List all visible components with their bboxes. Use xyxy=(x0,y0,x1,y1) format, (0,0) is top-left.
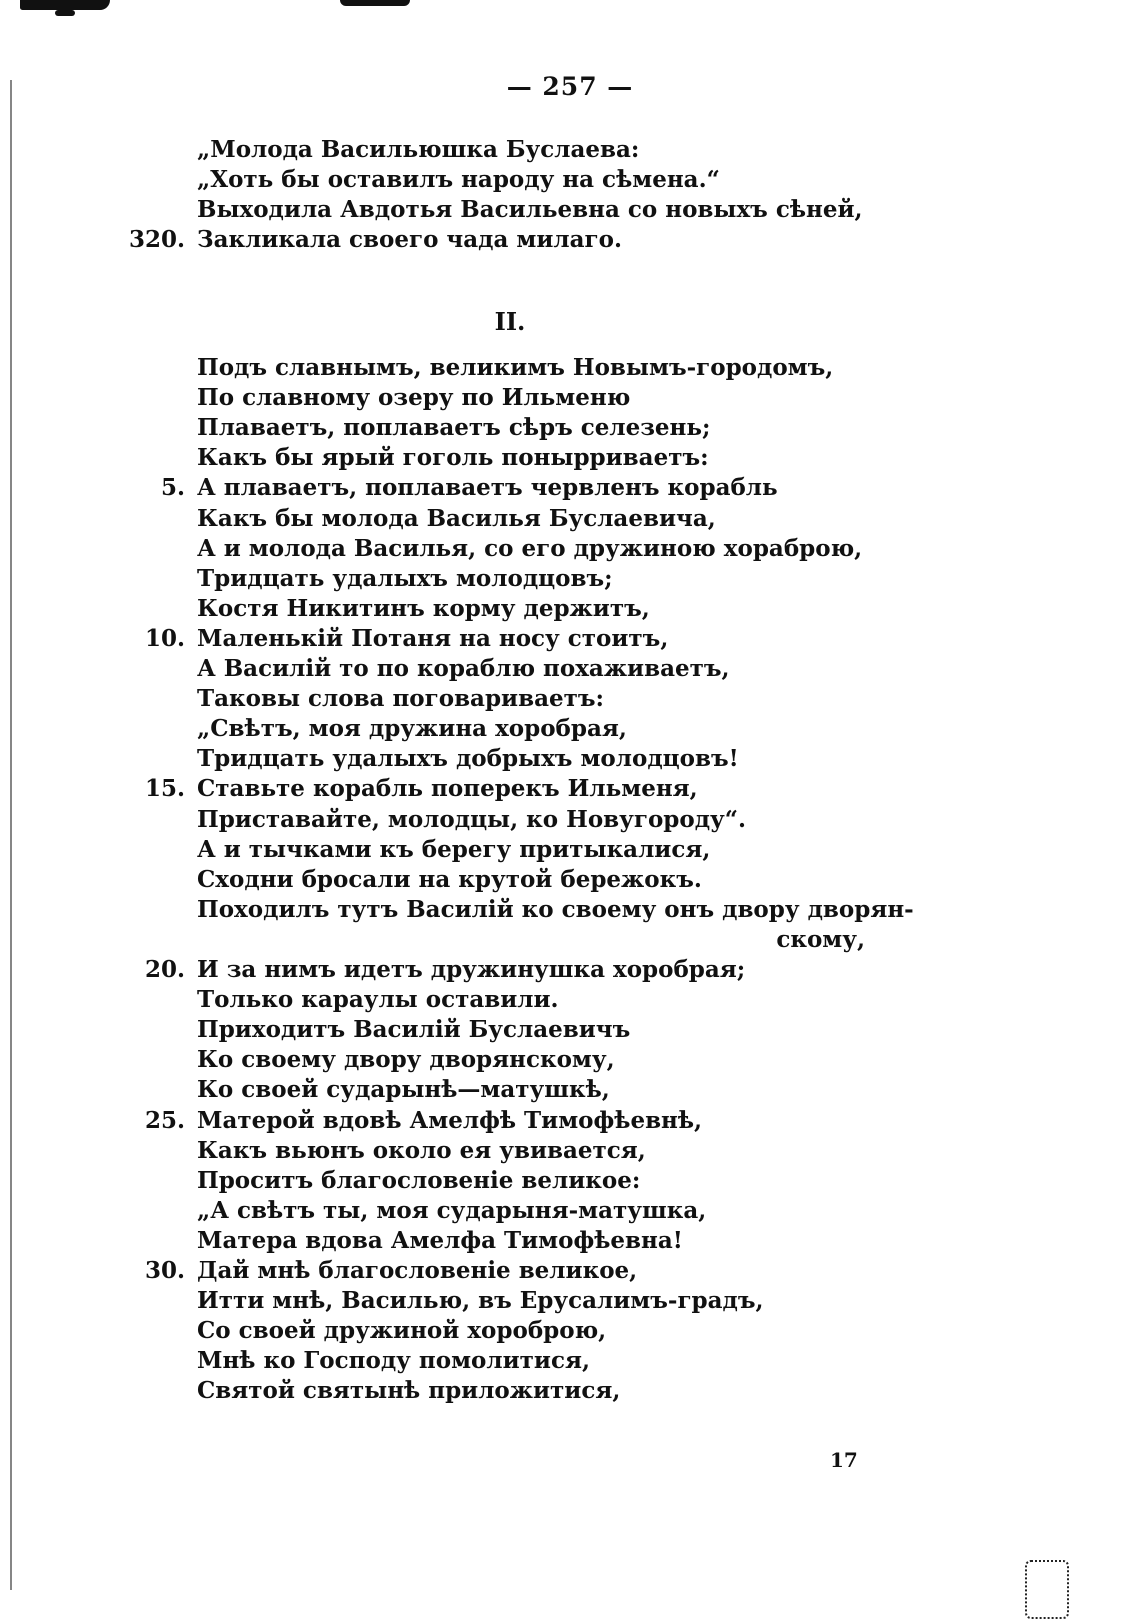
verse-line xyxy=(0,713,1140,744)
verse-line xyxy=(0,503,1140,534)
verse-line xyxy=(0,1044,1140,1075)
verse-text: Матерой вдовѣ Амелфѣ Тимофѣевнѣ, xyxy=(197,1106,703,1134)
verse-line xyxy=(0,1074,1140,1105)
verse-text: Походилъ тутъ Василій ко своему онъ двору дворян- xyxy=(197,895,914,923)
signature-mark: 17 xyxy=(830,1448,858,1472)
verse-text: „Хоть бы оставилъ народу на сѣмена.“ xyxy=(197,166,720,194)
verse-line xyxy=(0,1375,1140,1406)
verse-line xyxy=(0,412,1140,443)
verse-text: Выходила Авдотья Васильевна со новыхъ сѣней, xyxy=(197,196,863,224)
verse-line xyxy=(0,1165,1140,1196)
verse-line xyxy=(0,924,1140,955)
verse-text: скому, xyxy=(776,925,865,953)
line-number: 25. xyxy=(144,1106,185,1134)
verse-line xyxy=(0,194,1140,225)
verse-line xyxy=(0,984,1140,1015)
verse-text: Только караулы оставили. xyxy=(197,986,559,1014)
verse-line xyxy=(0,864,1140,895)
verse-text: Ко своему двору дворянскому, xyxy=(197,1046,615,1074)
verse-line xyxy=(0,623,1140,654)
verse-line xyxy=(0,773,1140,804)
line-number: 10. xyxy=(144,624,185,652)
verse-text: Со своей дружиной хороброю, xyxy=(197,1317,607,1345)
verse-line xyxy=(0,894,1140,925)
verse-line xyxy=(0,224,1140,255)
verse-text: Тридцать удалыхъ молодцовъ; xyxy=(197,564,613,592)
verse-text: Какъ вьюнъ около ея увивается, xyxy=(197,1136,646,1164)
verse-line xyxy=(0,1225,1140,1256)
verse-text: „Свѣтъ, моя дружина хоробрая, xyxy=(197,715,627,743)
verse-line xyxy=(0,1345,1140,1376)
verse-text: Плаваетъ, поплаваетъ сѣръ селезень; xyxy=(197,414,711,442)
verse-line xyxy=(0,593,1140,624)
verse-text: Проситъ благословеніе великое: xyxy=(197,1166,641,1194)
line-number: 20. xyxy=(144,956,185,983)
verse-line xyxy=(0,1105,1140,1136)
verse-line xyxy=(0,804,1140,835)
verse-text: Закликала своего чада милаго. xyxy=(197,226,622,254)
verse-line xyxy=(0,472,1140,503)
verse-line xyxy=(0,563,1140,594)
verse-text: Ко своей сударынѣ—матушкѣ, xyxy=(197,1076,610,1104)
verse-text: Приставайте, молодцы, ко Новугороду“. xyxy=(197,805,747,833)
verse-line xyxy=(0,134,1140,165)
library-stamp xyxy=(1025,1560,1069,1619)
verse-text: Сходни бросали на крутой бережокъ. xyxy=(197,865,702,893)
verse-text: А Василій то по кораблю похаживаетъ, xyxy=(197,655,730,682)
verse-text: „Молода Васильюшка Буслаева: xyxy=(197,136,640,163)
verse-text: И за нимъ идетъ дружинушка хоробрая; xyxy=(197,956,746,983)
verse-line xyxy=(0,352,1140,383)
verse-line xyxy=(0,1135,1140,1166)
ink-smudge xyxy=(55,10,75,16)
verse-text: Какъ бы молода Василья Буслаевича, xyxy=(197,504,716,532)
line-number: 30. xyxy=(144,1257,185,1284)
verse-line xyxy=(0,1315,1140,1346)
verse-text: Тридцать удалыхъ добрыхъ молодцовъ! xyxy=(197,745,739,773)
verse-line xyxy=(0,1255,1140,1286)
line-number: 15. xyxy=(144,775,185,803)
verse-line xyxy=(0,1195,1140,1226)
line-number: 5. xyxy=(160,474,185,502)
page-number: — 257 — xyxy=(506,72,634,101)
line-number: 320. xyxy=(128,226,185,254)
verse-line xyxy=(0,382,1140,413)
verse-line xyxy=(0,683,1140,714)
verse-line xyxy=(0,834,1140,865)
ink-smudge xyxy=(340,0,410,6)
verse-text: Святой святынѣ приложитися, xyxy=(197,1377,621,1405)
verse-text: Ставьте корабль поперекъ Ильменя, xyxy=(197,775,698,803)
verse-text: А и молода Василья, со его дружиною хораброю, xyxy=(197,534,863,562)
verse-line xyxy=(0,1285,1140,1316)
verse-line xyxy=(0,533,1140,564)
verse-text: Таковы слова поговариваетъ: xyxy=(197,685,605,713)
verse-line xyxy=(0,164,1140,195)
verse-text: Подъ славнымъ, великимъ Новымъ-городомъ, xyxy=(197,354,834,381)
verse-line xyxy=(0,1014,1140,1045)
verse-text: „А свѣтъ ты, моя сударыня-матушка, xyxy=(197,1196,707,1224)
verse-text: Какъ бы ярый гоголь понырриваетъ: xyxy=(197,444,709,472)
verse-text: Мнѣ ко Господу помолитися, xyxy=(197,1347,590,1375)
verse-line xyxy=(0,442,1140,473)
verse-text: Приходитъ Василій Буслаевичъ xyxy=(197,1016,631,1044)
verse-line xyxy=(0,653,1140,684)
verse-line xyxy=(0,954,1140,985)
verse-line xyxy=(0,743,1140,774)
verse-text: А и тычками къ берегу притыкалися, xyxy=(197,835,711,863)
verse-text: А плаваетъ, поплаваетъ червленъ корабль xyxy=(197,474,778,502)
verse-text: Маленькій Потаня на носу стоитъ, xyxy=(197,624,669,652)
verse-text: Матера вдова Амелфа Тимофѣевна! xyxy=(197,1226,683,1254)
verse-text: Итти мнѣ, Василью, въ Ерусалимъ-градъ, xyxy=(197,1287,764,1315)
ink-smudge xyxy=(20,0,110,10)
verse-text: Дай мнѣ благословеніе великое, xyxy=(197,1257,638,1284)
verse-text: Костя Никитинъ корму держитъ, xyxy=(197,594,650,622)
section-heading: II. xyxy=(494,307,526,336)
verse-text: По славному озеру по Ильменю xyxy=(197,384,631,412)
